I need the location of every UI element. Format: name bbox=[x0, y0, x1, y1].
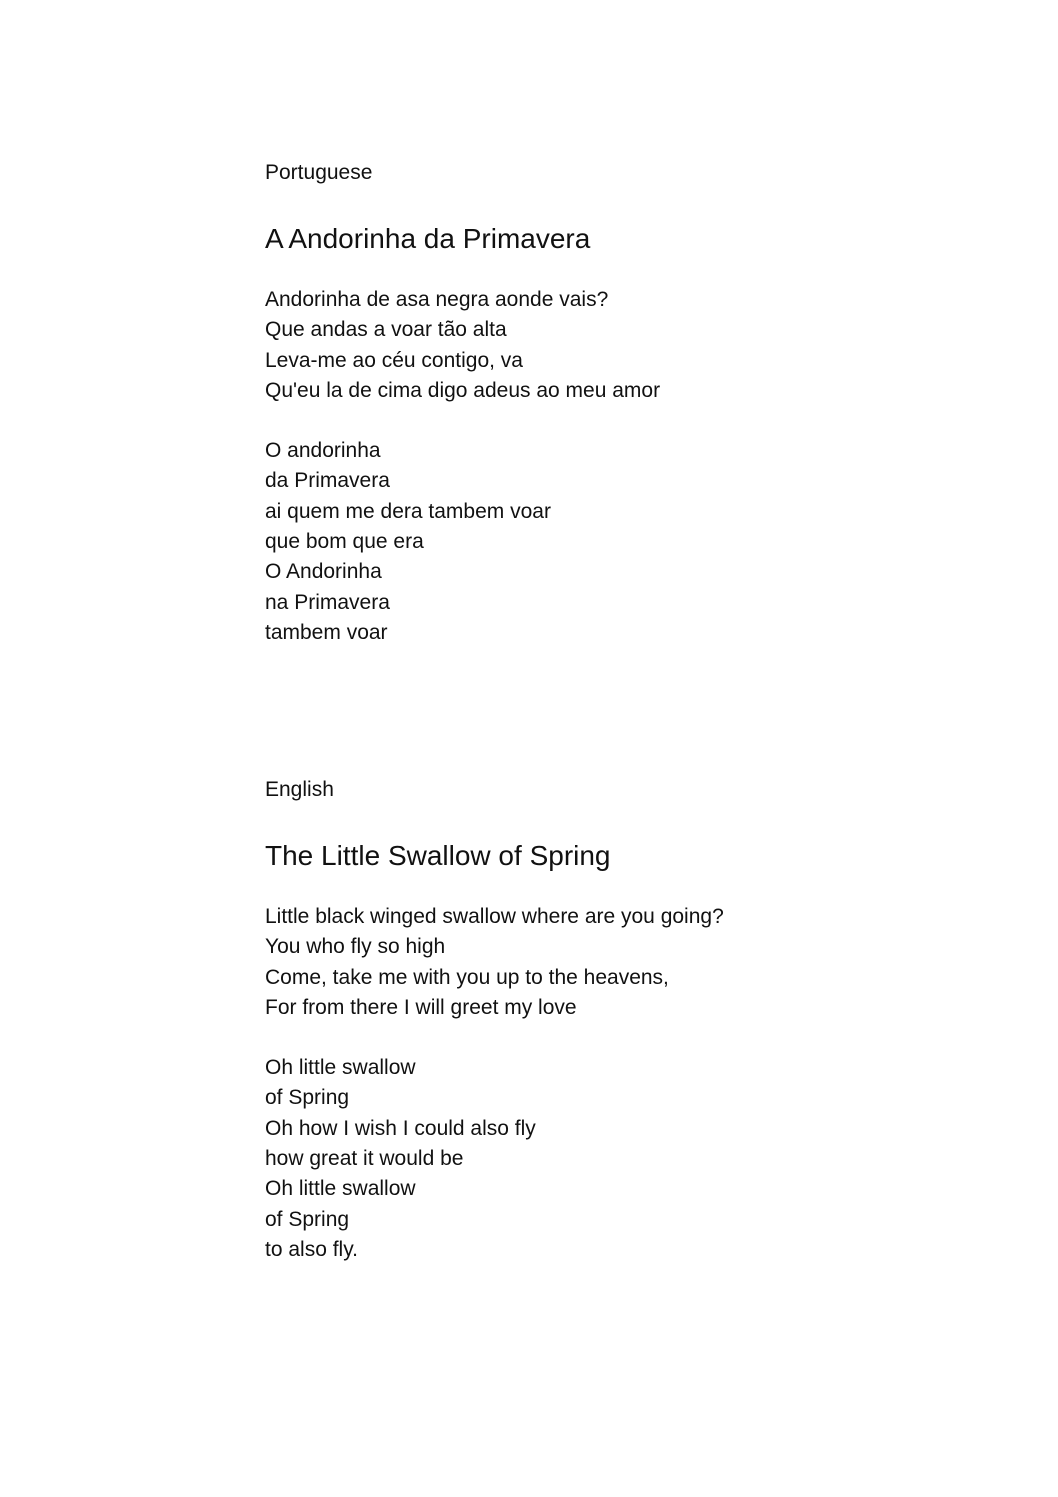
lyric-line: O andorinha bbox=[265, 439, 381, 463]
lyric-line: Little black winged swallow where are you going? bbox=[265, 905, 724, 928]
lyric-line: que bom que era bbox=[265, 530, 424, 554]
verse-stanza bbox=[265, 902, 985, 1023]
lyric-line: O Andorinha bbox=[265, 560, 382, 584]
language-label: Portuguese bbox=[265, 161, 373, 184]
song-title: A Andorinha da Primavera bbox=[265, 223, 591, 254]
portuguese-section bbox=[265, 158, 985, 648]
lyric-line: You who fly so high bbox=[265, 935, 446, 959]
language-label: English bbox=[265, 778, 334, 801]
lyric-line: of Spring bbox=[265, 1086, 350, 1110]
verse-stanza bbox=[265, 285, 985, 406]
lyric-line: how great it would be bbox=[265, 1147, 464, 1171]
lyric-line: na Primavera bbox=[265, 590, 390, 614]
lyric-line: Come, take me with you up to the heavens, bbox=[265, 965, 669, 989]
lyric-line: Leva-me ao céu contigo, va bbox=[265, 348, 523, 372]
lyric-line: Oh how I wish I could also fly bbox=[265, 1116, 536, 1140]
lyric-line: to also fly. bbox=[265, 1237, 358, 1261]
lyric-line: Andorinha de asa negra aonde vais? bbox=[265, 288, 609, 311]
lyric-line: Qu'eu la de cima digo adeus ao meu amor bbox=[265, 378, 661, 402]
lyric-line: Oh little swallow bbox=[265, 1177, 416, 1201]
lyric-line: ai quem me dera tambem voar bbox=[265, 499, 551, 523]
song-title: The Little Swallow of Spring bbox=[265, 840, 611, 871]
lyric-line: da Primavera bbox=[265, 469, 390, 493]
lyric-line: Que andas a voar tão alta bbox=[265, 318, 507, 342]
lyric-line: of Spring bbox=[265, 1207, 350, 1231]
chorus-stanza bbox=[265, 1053, 985, 1265]
lyric-line: tambem voar bbox=[265, 620, 388, 644]
lyric-line: Oh little swallow bbox=[265, 1056, 416, 1080]
lyric-line: For from there I will greet my love bbox=[265, 995, 577, 1019]
chorus-stanza bbox=[265, 436, 985, 648]
english-section bbox=[265, 775, 985, 1265]
